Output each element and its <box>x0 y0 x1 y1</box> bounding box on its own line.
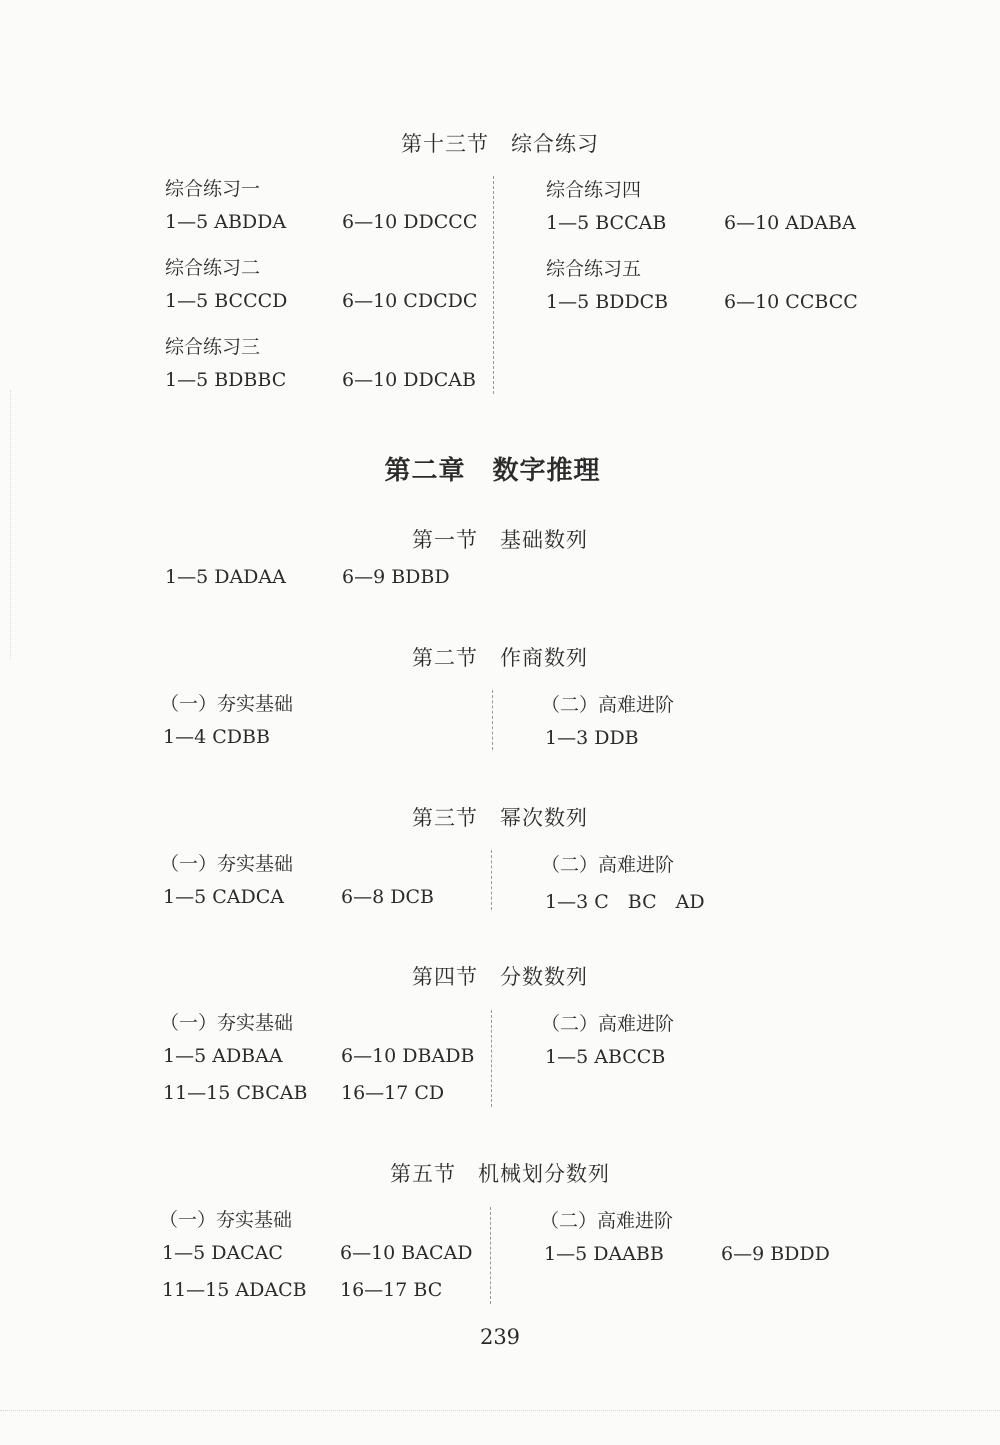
column-divider <box>490 1207 491 1304</box>
section-2-advanced-answers: 1—3 DDB <box>545 727 639 749</box>
section-4-advanced-label: （二）高难进阶 <box>541 1013 675 1035</box>
exercise-2-label: 综合练习二 <box>165 257 261 279</box>
exercise-3-answers-a: 1—5 BDBBC <box>165 369 287 391</box>
section-4-basic-answers-2b: 16—17 CD <box>341 1082 445 1104</box>
exercise-5-answers-a: 1—5 BDDCB <box>546 291 669 313</box>
column-divider <box>492 690 493 750</box>
section-5-advanced-answers-a: 1—5 DAABB <box>544 1243 664 1265</box>
section-5-advanced-answers-b: 6—9 BDDD <box>721 1243 830 1265</box>
exercise-3-label: 综合练习三 <box>165 336 261 358</box>
section-1-answers-b: 6—9 BDBD <box>342 566 450 588</box>
section-4-basic-answers-1b: 6—10 DBADB <box>341 1045 475 1067</box>
section-5-basic-label: （一）夯实基础 <box>159 1209 293 1231</box>
section-5-basic-answers-2a: 11—15 ADACB <box>162 1279 307 1301</box>
section-3-advanced-label: （二）高难进阶 <box>541 854 675 876</box>
section-4-basic-answers-1a: 1—5 ADBAA <box>163 1045 283 1067</box>
exercise-2-answers-b: 6—10 CDCDC <box>342 290 478 312</box>
exercise-1-answers-b: 6—10 DDCCC <box>342 211 478 233</box>
section-4-advanced-answers: 1—5 ABCCB <box>545 1046 666 1068</box>
exercise-3-answers-b: 6—10 DDCAB <box>342 369 476 391</box>
section-1-answers-a: 1—5 DADAA <box>165 566 286 588</box>
chapter-2-title: 第二章 数字推理 <box>384 456 601 486</box>
section-2-basic-label: （一）夯实基础 <box>160 693 294 715</box>
exercise-5-answers-b: 6—10 CCBCC <box>724 291 858 313</box>
section-1-title: 第一节 基础数列 <box>412 528 588 552</box>
exercise-4-answers-b: 6—10 ADABA <box>724 212 856 234</box>
section-3-title: 第三节 幂次数列 <box>412 806 588 830</box>
section-2-title: 第二节 作商数列 <box>412 646 588 670</box>
column-divider <box>491 1010 492 1107</box>
exercise-4-label: 综合练习四 <box>546 179 642 201</box>
section-5-basic-answers-1b: 6—10 BACAD <box>340 1242 473 1264</box>
section-4-basic-answers-2a: 11—15 CBCAB <box>163 1082 308 1104</box>
exercise-2-answers-a: 1—5 BCCCD <box>165 290 288 312</box>
column-divider <box>491 850 492 910</box>
scan-edge-left <box>10 390 11 660</box>
section-13-title: 第十三节 综合练习 <box>401 132 599 156</box>
section-4-title: 第四节 分数数列 <box>412 965 588 989</box>
scan-edge-bottom <box>0 1410 1000 1417</box>
exercise-4-answers-a: 1—5 BCCAB <box>546 212 667 234</box>
section-4-basic-label: （一）夯实基础 <box>160 1012 294 1034</box>
exercise-1-label: 综合练习一 <box>165 178 261 200</box>
column-divider <box>493 176 494 394</box>
section-2-advanced-label: （二）高难进阶 <box>541 694 675 716</box>
section-5-basic-answers-2b: 16—17 BC <box>340 1279 443 1301</box>
section-3-basic-answers-a: 1—5 CADCA <box>163 886 284 908</box>
section-2-basic-answers: 1—4 CDBB <box>163 726 270 748</box>
exercise-5-label: 综合练习五 <box>546 258 642 280</box>
section-3-basic-answers-b: 6—8 DCB <box>341 886 434 908</box>
section-3-advanced-answers: 1—3 C BC AD <box>545 891 705 913</box>
section-5-title: 第五节 机械划分数列 <box>390 1162 610 1186</box>
exercise-1-answers-a: 1—5 ABDDA <box>165 211 287 233</box>
section-5-basic-answers-1a: 1—5 DACAC <box>162 1242 283 1264</box>
section-3-basic-label: （一）夯实基础 <box>160 853 294 875</box>
section-5-advanced-label: （二）高难进阶 <box>540 1210 674 1232</box>
page-number: 239 <box>479 1325 521 1349</box>
